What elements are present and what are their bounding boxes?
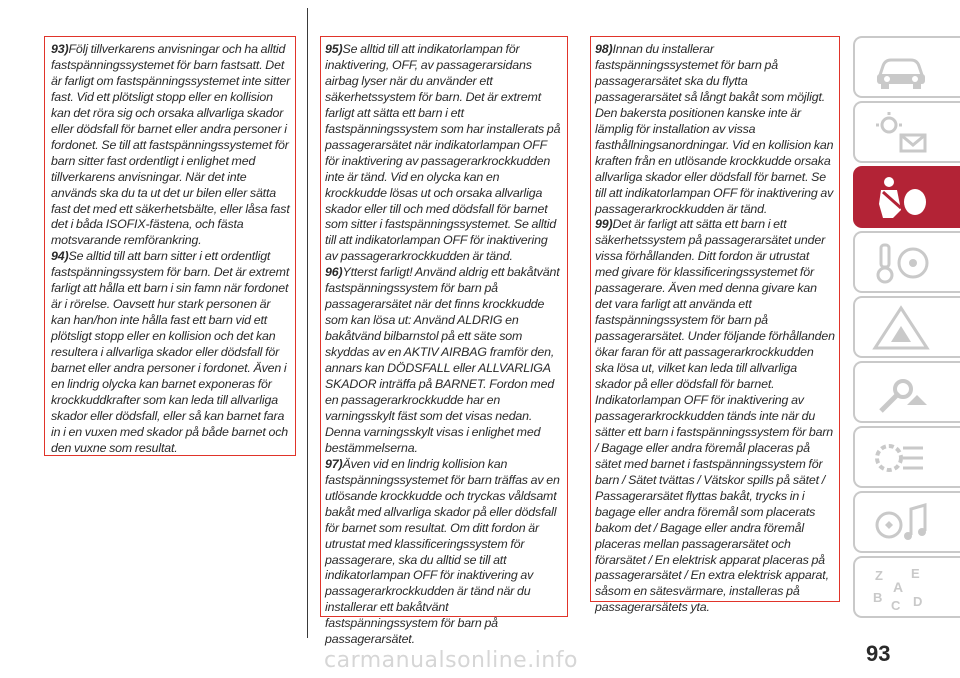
dashboard-lights-icon [871,109,931,157]
note-text: Följ tillverkarens anvisningar och ha alltid fastspänningssystemet för barn fastsatt. Det är farligt om fastspänningssystemet inte sitter fast. Vid ett plötsligt stopp eller en kollision kan det röra sig och orsaka allvarliga skador eller dödsfall för barnet eller andra personer i fordonet. Se till att fastspänningssystemet för barn sitter fast ordentligt i enlighet med tillverkarens anvisningar. När det inte används ska du ta ut det ur bilen eller sätta fast det med ett säkerhetsbälte, eller låsa fast det i båda ISOFIX-fästena, och fästa motsvarande remförankring. [51,42,291,248]
note-text: Det är farligt att sätta ett barn i ett säkerhetssystem på passagerarsätet under vissa förhållanden. Ditt fordon är utrustat med givare för klassificeringssystemet för passagerare. Även med denna givare kan det vara farligt att använda ett fastspänningssystem för barn på passagerarsätet. Under följande förhållanden ökar faran för att passagerarkrockkudden ska lösa ut, vilket kan leda till allvarliga skador på eller dödsfall för barnet. Indikatorlampan OFF för inaktivering av passagerarkrockkudden tänds inte när du sätter ett barn i fastspänningssystem för barn / Bagage eller andra föremål placeras på sätet med barnet i fastspänningssystem för barn / Sätet tvättas / Vätskor spills på sätet / Passagerarsätet flyttas bakåt, trycks in i bagage eller andra föremål som placerats bakom det / Bagage eller andra föremål placeras mellan passagerarsätet och förarsätet / En elektrisk apparat placeras på passagerarsätet / En extra elektrisk apparat, såsom en sätesvärmare, installeras på passagerarsätets yta. [595,217,835,615]
note-number: 95) [325,42,343,56]
chapter-tab-safety[interactable] [853,166,960,228]
note-number: 93) [51,42,69,56]
multimedia-icon [871,499,931,547]
note-number: 94) [51,249,69,264]
chapter-tab-car[interactable] [853,36,960,98]
key-steering-icon [871,239,931,287]
svg-text:Z: Z [875,568,883,583]
note-96 [325,265,563,456]
chapter-tab-multimedia[interactable] [853,491,960,553]
note-text: Även vid en lindrig kollision kan fastspänningssystemet för barn träffas av en utlösande krockkudde och tryckas våldsamt bakåt med allvarliga skador på eller dödsfall för barnet som resultat. Om ditt fordon är utrustat med klassificeringssystem för passagerare, ska du alltid se till att indikatorlampan OFF för inaktivering av passagerarkrockkudden är tänd när du installerar ett bakåtvänt fastspänningssystem för barn på passagerarsätet. [325,456,560,647]
note-text: Innan du installerar fastspänningssystemet för barn på passagerarsätet ska du flytta passagerarsätet så långt bakåt som möjligt. Den bakersta positionen kanske inte är lämplig för installation av vissa fasthållningsanordningar. Vid en kollision kan kraften från en utlösande krockkudde orsaka allvarliga skador eller dödsfall för barnet. Se till att indikatorlampan OFF för inaktivering av passagerarkrockkudden är tänd. [595,42,834,216]
chapter-tab-maintenance[interactable] [853,361,960,423]
chapter-tab-index[interactable] [853,556,960,618]
svg-text:A: A [893,579,904,595]
notes-column-3 [590,36,840,615]
svg-text:E: E [911,566,920,581]
note-number: 99) [595,217,613,232]
watermark: carmanualsonline.info [324,648,578,673]
wrench-car-icon [871,369,931,417]
note-text: Ytterst farligt! Använd aldrig ett bakåtvänt fastspänningssystem för barn på passagerarsätet när det finns krockkudde som kan lösa ut: Använd ALDRIG en bakåtvänd bilbarnstol på ett säte som skyddas av en AKTIV AIRBAG framför den, annars kan DÖDSFALL eller ALLVARLIGA SKADOR inträffa på BARNET. Fordon med en passagerarkrockkudde har en varningsskylt fäst som det visas nedan. Denna varningsskylt visas i enlighet med bestämmelserna. [325,265,560,455]
note-93 [51,42,291,249]
technical-data-icon [871,434,931,482]
svg-text:C: C [891,598,901,613]
note-number: 98) [595,42,613,56]
chapter-tab-dashboard[interactable] [853,101,960,163]
page-number: 93 [866,641,891,666]
note-number: 97) [325,456,343,471]
note-94 [51,249,291,456]
note-number: 96) [325,265,343,280]
note-text: Se alltid till att indikatorlampan för inaktivering, OFF, av passagerarsidans airbag lyser när du använder ett säkerhetssystem för barn. Det är extremt farligt att sätta ett barn i ett fastspänningssystem som har installerats på passagerarsätet när indikatorlampan OFF för inaktivering av passagerarkrockkudden inte är tänd. Vid en olycka kan en krockkudde lösas ut och orsaka allvarliga skador eller till och med dödsfall för barnet som sitter i fastspänningssystemet. Se alltid till att indikatorlampan OFF för inaktivering av passagerarkrockkudden är tänd. [325,42,561,264]
notes-column-2 [320,36,568,647]
note-97 [325,457,563,648]
note-98 [595,42,835,217]
note-text: Se alltid till att barn sitter i ett ordentligt fastspänningssystem för barn. Det är extremt farligt att hålla ett barn i sin famn när fordonet är i rörelse. Oavsett hur stark personen är kan han/hon inte hålla fast ett barn vid ett plötsligt stopp eller en kollision och det kan resultera i allvarliga skador eller dödsfall för barnet eller andra personer i fordonet. Även i en lindrig olycka kan barnet exponeras för krockkuddkrafter som kan leda till allvarliga skador eller dödsfall, eller så kan barnet fara in i en vuxen med skador på både barnet och den vuxne som resultat. [51,249,290,455]
car-icon [871,44,931,92]
chapter-tab-starting[interactable] [853,231,960,293]
notes-column-1 [44,36,296,456]
index-icon [871,564,931,612]
chapter-tab-technical[interactable] [853,426,960,488]
seatbelt-airbag-icon [871,174,931,222]
column-divider [307,8,308,638]
svg-text:B: B [873,590,883,605]
svg-text:D: D [913,594,923,609]
note-95 [325,42,563,265]
warning-triangle-icon [871,304,931,352]
chapter-tab-emergency[interactable] [853,296,960,358]
note-99 [595,217,835,616]
